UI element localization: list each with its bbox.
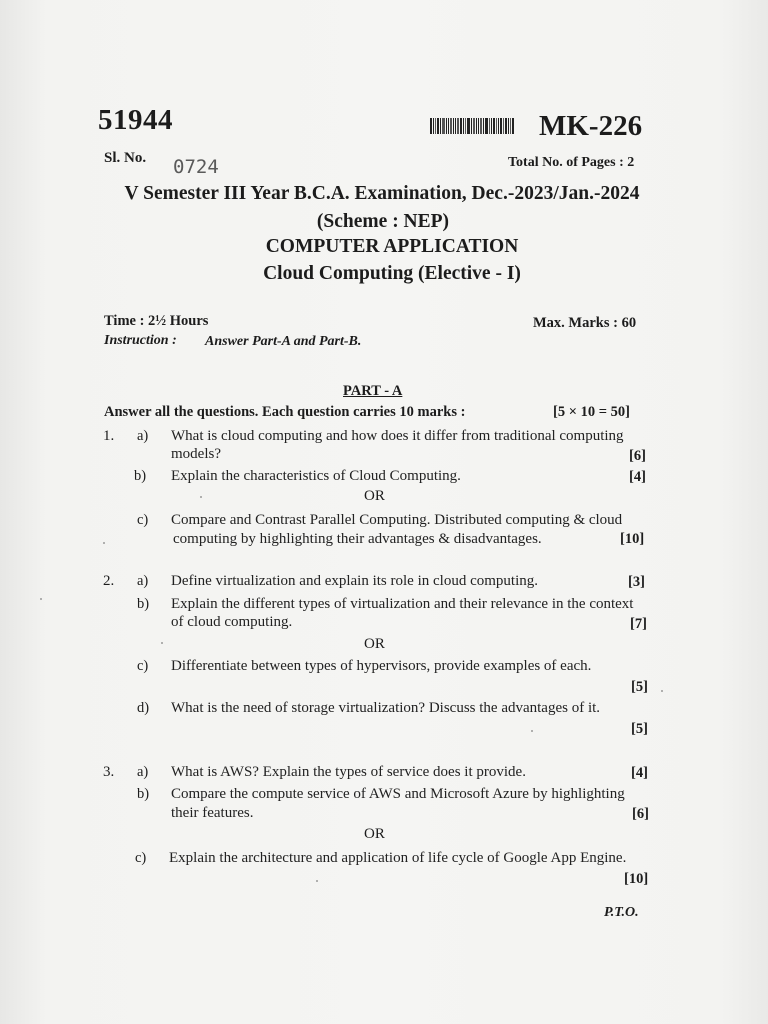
part-instruction: Answer all the questions. Each question carries 10 marks : (104, 404, 466, 420)
question-text: Explain the architecture and application of life cycle of Google App Engine. (169, 850, 627, 866)
question-text: Differentiate between types of hypervisors, provide examples of each. (171, 658, 592, 674)
please-turn-over: P.T.O. (604, 905, 639, 920)
exam-paper-name: Cloud Computing (Elective - I) (263, 263, 521, 284)
barcode-bar (505, 118, 507, 134)
barcode-bar (500, 118, 502, 134)
barcode-bar (446, 118, 447, 134)
or-separator: OR (364, 636, 385, 652)
barcode-bar (496, 118, 497, 134)
exam-scheme: (Scheme : NEP) (316, 211, 450, 232)
scan-speck (161, 642, 163, 644)
question-marks: [5] (631, 679, 648, 695)
question-text: Compare the compute service of AWS and Microsoft Azure by highlighting (171, 786, 625, 802)
or-separator: OR (364, 826, 385, 842)
barcode-bar (455, 118, 456, 134)
question-text: Explain the different types of virtualization and their relevance in the context (171, 596, 634, 612)
barcode-bar (483, 118, 484, 134)
barcode-bar (491, 118, 492, 134)
question-number: 2. (103, 573, 115, 589)
question-marks: [6] (629, 448, 646, 464)
barcode-bar (450, 118, 452, 134)
barcode-bar (508, 118, 509, 134)
or-separator: OR (364, 488, 385, 504)
question-letter: a) (137, 573, 149, 589)
serial-number-label: Sl. No. (104, 150, 147, 166)
barcode-bar (437, 118, 439, 134)
barcode-bar (440, 118, 441, 134)
question-text: Explain the characteristics of Cloud Computing. (171, 468, 461, 484)
question-text: their features. (171, 805, 254, 821)
question-letter: b) (137, 596, 150, 612)
barcode-image (430, 118, 516, 134)
barcode-bar (489, 118, 490, 134)
barcode-bar (467, 118, 470, 134)
exam-time: Time : 2½ Hours (104, 313, 209, 329)
barcode-bar (478, 118, 479, 134)
barcode-bar (485, 118, 488, 134)
barcode-bar (498, 118, 499, 134)
part-marks: [5 × 10 = 50] (553, 404, 630, 420)
scan-speck (40, 598, 42, 600)
question-text: What is the need of storage virtualization? Discuss the advantages of it. (171, 700, 601, 716)
question-text: of cloud computing. (171, 614, 293, 630)
barcode-bar (503, 118, 504, 134)
question-marks: [5] (631, 721, 648, 737)
barcode-bar (465, 118, 466, 134)
barcode-bar (430, 118, 432, 134)
question-letter: c) (137, 512, 149, 528)
scan-speck (316, 880, 318, 882)
barcode-bar (448, 118, 449, 134)
instruction-text: Answer Part-A and Part-B. (205, 334, 362, 349)
barcode-bar (442, 118, 445, 134)
question-text: What is AWS? Explain the types of service does it provide. (171, 764, 526, 780)
barcode-bar (476, 118, 477, 134)
barcode-bar (453, 118, 454, 134)
question-text: computing by highlighting their advantages & disadvantages. (173, 531, 542, 547)
barcode-bar (463, 118, 464, 134)
barcode-bar (460, 118, 462, 134)
question-marks: [6] (632, 806, 649, 822)
barcode-bar (510, 118, 511, 134)
question-letter: d) (137, 700, 150, 716)
barcode-bar (473, 118, 475, 134)
question-marks: [4] (631, 765, 648, 781)
question-text: Define virtualization and explain its role in cloud computing. (171, 573, 538, 589)
scan-speck (200, 496, 202, 498)
instruction-label: Instruction : (104, 333, 177, 348)
question-letter: b) (134, 468, 147, 484)
question-text: What is cloud computing and how does it differ from traditional computing (171, 428, 624, 444)
scan-speck (103, 542, 105, 544)
question-text: Compare and Contrast Parallel Computing. Distributed computing & cloud (171, 512, 623, 528)
question-number: 3. (103, 764, 115, 780)
question-number: 1. (103, 428, 115, 444)
question-marks: [4] (629, 469, 646, 485)
serial-number-value: 0724 (173, 156, 219, 178)
question-marks: [3] (628, 574, 645, 590)
question-marks: [7] (630, 616, 647, 632)
barcode-bar (433, 118, 434, 134)
barcode-bar (457, 118, 459, 134)
scan-speck (531, 730, 533, 732)
barcode-bar (512, 118, 514, 134)
exam-title: V Semester III Year B.C.A. Examination, Dec.-2023/Jan.-2024 (124, 183, 640, 204)
paper-code: MK-226 (539, 110, 643, 142)
barcode-bar (480, 118, 482, 134)
scan-speck (661, 690, 663, 692)
total-pages: Total No. of Pages : 2 (508, 155, 635, 170)
question-letter: a) (137, 428, 149, 444)
exam-code: 51944 (98, 104, 173, 136)
question-letter: c) (137, 658, 149, 674)
question-letter: b) (137, 786, 150, 802)
question-marks: [10] (624, 871, 649, 887)
barcode-bar (471, 118, 472, 134)
question-text: models? (171, 446, 221, 462)
barcode-bar (435, 118, 436, 134)
question-letter: a) (137, 764, 149, 780)
question-letter: c) (135, 850, 147, 866)
exam-subject: COMPUTER APPLICATION (265, 236, 519, 257)
max-marks: Max. Marks : 60 (533, 315, 637, 331)
question-marks: [10] (620, 531, 645, 547)
part-heading: PART - A (343, 383, 403, 399)
barcode-bar (493, 118, 495, 134)
